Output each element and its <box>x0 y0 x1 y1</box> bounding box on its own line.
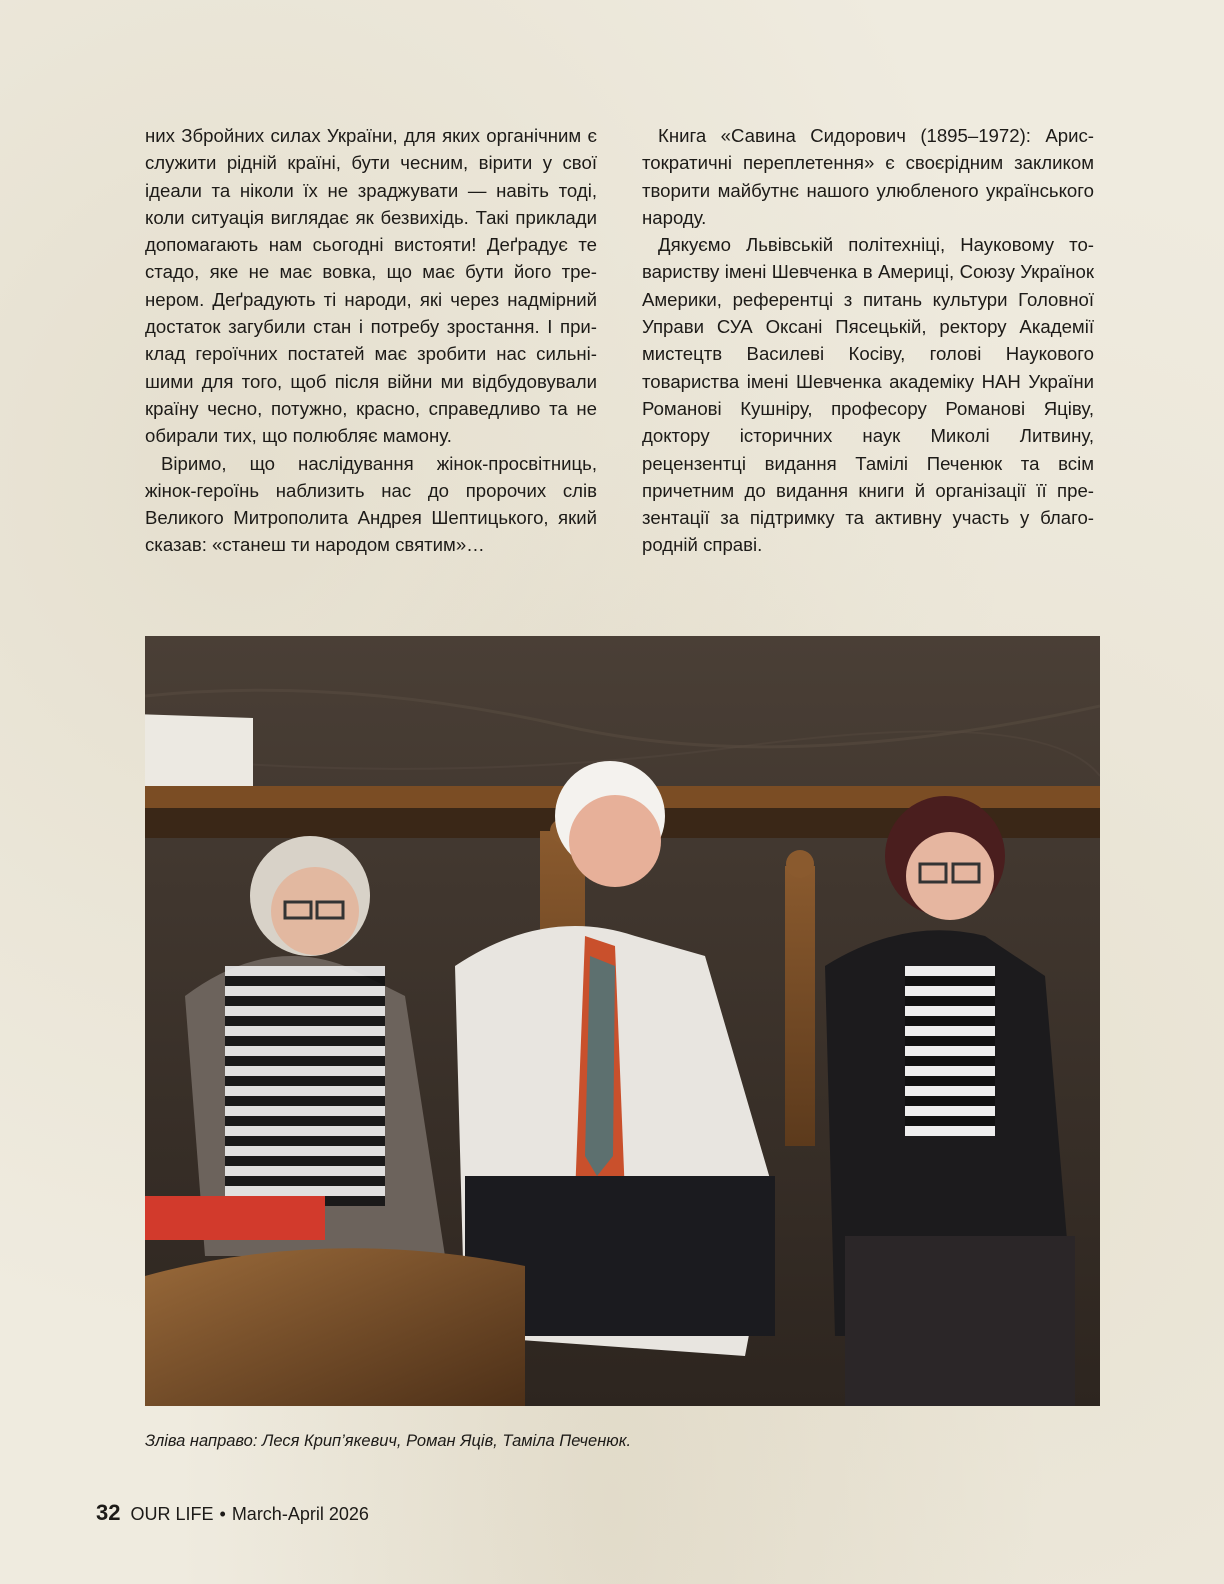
publication-name: OUR LIFE <box>130 1504 214 1524</box>
article-paragraph: них Збройних силах України, для яких органічним є служити рідній країні, бути чесним, вірити у свої ідеали та ніколи їх не зраджувати — навіть тоді, коли ситуація виглядає як безвихідь. Такі приклади допомагають нам сьогодні вистояти! Деґрадує те стадо, яке не має вовка, що має бути його тренером. Деґрадують ті народи, які через надмірний достаток загубили стан і потребу зростання. І приклад героїчних постатей має зробити нас сильнішими для того, щоб після війни ми відбудовували країну чесно, потужно, красно, справедливо та не обирали тих, що полюбляє мамону. <box>145 125 597 447</box>
article-paragraph: Віримо, що наслідування жінок-просвітниць, жінок-героїнь наблизить нас до пророчих слів Великого Митрополита Андрея Шептицького, який сказав: «станеш ти народом святим»… <box>145 452 597 556</box>
photo-caption: Зліва направо: Леся Крип’якевич, Роман Яців, Таміла Печенюк. <box>145 1432 632 1450</box>
footer-separator: • <box>219 1504 226 1524</box>
article-column-right <box>642 122 1094 559</box>
article-column-left <box>145 122 597 559</box>
event-photo <box>145 636 1100 1406</box>
page-footer <box>96 1500 369 1526</box>
page-number: 32 <box>96 1500 121 1525</box>
issue-date: March-April 2026 <box>231 1504 369 1524</box>
article-paragraph: Дякуємо Львівській політехніці, Науковому товариству імені Шевченка в Америці, Союзу Українок Америки, референтці з питань культури Головної Управи СУА Оксані Пясецькій, ректору Академії мистецтв Василеві Косіву, голові Наукового товариства імені Шевченка академіку НАН України Романові Кушніру, професору Романові Яціву, доктору історичних наук Миколі Литвину, рецензентці видання Тамілі Печенюк та всім причетним до видання книги й організації її презентації за підтримку та активну участь у благородній справі. <box>642 234 1094 556</box>
article-paragraph: Книга «Савина Сидорович (1895–1972): Аристократичні переплетення» є своєрідним закликом творити майбутнє нашого улюбленого українського народу. <box>642 125 1094 228</box>
